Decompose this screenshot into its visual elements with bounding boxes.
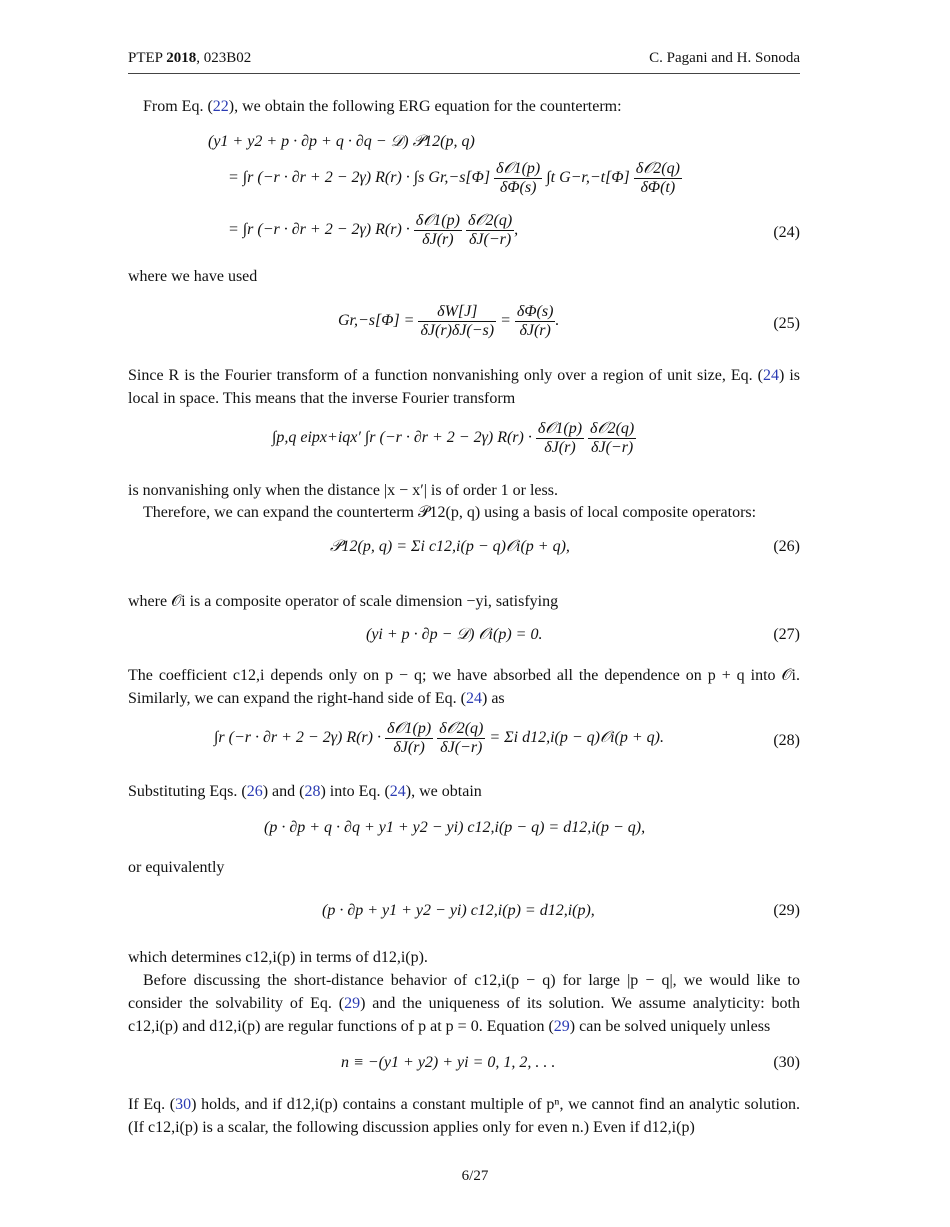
eq-ref-link[interactable]: 29: [344, 995, 361, 1012]
eq24-line3: = ∫r (−r · ∂r + 2 − 2γ) R(r) · $\frac{\text{δ𝒪1(p)}}{\delta J(r)}$ $\frac{\text{δ𝒪2(q)}}{\delta J(-r)}$ ,: [228, 212, 519, 248]
paragraph: Before discussing the short-distance behavior of c12,i(p − q) for large |p − q|, we would like to consider the solvability of Eq. (29) and the uniqueness of its solution. We assume analyticity: both c12,i(p) and d12,i(p) are regular functions of p at p = 0. Equation (29) can be solved uniquely unless: [128, 972, 800, 1035]
paragraph: Therefore, we can expand the counterterm 𝒫12(p, q) using a basis of local composite operators:: [143, 504, 757, 521]
eq-ref-link[interactable]: 29: [553, 1018, 570, 1035]
eq26: 𝒫12(p, q) = Σi c12,i(p − q)𝒪i(p + q),: [330, 538, 570, 555]
equation-number: (24): [773, 224, 800, 241]
equation-number: (25): [773, 315, 800, 332]
paragraph: The coefficient c12,i depends only on p − q; we have absorbed all the dependence on p + q into 𝒪i. Similarly, we can expand the right-hand side of Eq. (24) as: [128, 667, 800, 707]
eq-ref-link[interactable]: 24: [465, 690, 482, 707]
header-rule: [128, 73, 800, 74]
paragraph: where we have used: [128, 268, 258, 285]
equation-number: (27): [773, 626, 800, 643]
paragraph: which determines c12,i(p) in terms of d12,i(p).: [128, 949, 428, 966]
fourier-transform-expression: ∫p,q eipx+iqx′ ∫r (−r · ∂r + 2 − 2γ) R(r) · $\frac{\text{δ𝒪1(p)}}{\delta J(r)}$ $\frac{\text{δ𝒪2(q)}}{\delta J(-r)}$: [272, 420, 635, 456]
eq-ref-link[interactable]: 28: [304, 783, 321, 800]
eq-ref-link[interactable]: 26: [246, 783, 263, 800]
paragraph: or equivalently: [128, 859, 225, 876]
substituted-equation: (p · ∂p + q · ∂q + y1 + y2 − yi) c12,i(p − q) = d12,i(p − q),: [264, 819, 646, 836]
eq25: Gr,−s[Φ] = $\frac{\delta W[J]}{\delta J(r)\delta J(-s)}$ = $\frac{\delta\Phi(s)}{\delta J(r)}$ .: [338, 303, 560, 339]
equation-number: (26): [773, 538, 800, 555]
eq24-line2: = ∫r (−r · ∂r + 2 − 2γ) R(r) · ∫s Gr,−s[Φ] $\frac{\text{δ𝒪1(p)}}{\delta\Phi(s)}$ ∫t G−r,−t[Φ] $\frac{\text{δ𝒪2(q)}}{\delta\Phi(t)}$: [228, 160, 680, 196]
eq28: ∫r (−r · ∂r + 2 − 2γ) R(r) · $\frac{\text{δ𝒪1(p)}}{\delta J(r)}$ $\frac{\text{δ𝒪2(q)}}{\delta J(-r)}$ = Σi d12,i(p − q)𝒪i(p + q).: [214, 720, 664, 756]
eq-ref-link[interactable]: 22: [212, 98, 229, 115]
eq-ref-link[interactable]: 24: [389, 783, 406, 800]
paragraph: Substituting Eqs. (26) and (28) into Eq. (24), we obtain: [128, 783, 482, 800]
equation-number: (29): [773, 902, 800, 919]
equation-number: (30): [773, 1054, 800, 1071]
eq-ref-link[interactable]: 30: [175, 1096, 192, 1113]
eq-ref-link[interactable]: 24: [762, 367, 779, 384]
page-number: 6/27: [461, 1168, 489, 1184]
eq30: n ≡ −(y1 + y2) + yi = 0, 1, 2, . . .: [341, 1054, 556, 1071]
running-header-journal: PTEP 2018, 023B02: [128, 50, 252, 66]
eq29: (p · ∂p + y1 + y2 − yi) c12,i(p) = d12,i(p),: [322, 902, 595, 919]
paragraph: is nonvanishing only when the distance |x − x′| is of order 1 or less.: [128, 482, 558, 499]
eq27: (yi + p · ∂p − 𝒟) 𝒪i(p) = 0.: [366, 626, 543, 643]
paragraph: Since R is the Fourier transform of a function nonvanishing only over a region of unit size, Eq. (24) is local in space. This means that the inverse Fourier transform: [128, 367, 800, 407]
running-header-authors: C. Pagani and H. Sonoda: [649, 50, 800, 66]
paragraph: From Eq. (22), we obtain the following ERG equation for the counterterm:: [143, 98, 622, 115]
equation-number: (28): [773, 732, 800, 749]
paragraph: where 𝒪i is a composite operator of scale dimension −yi, satisfying: [128, 593, 559, 610]
eq24-line1: (y1 + y2 + p · ∂p + q · ∂q − 𝒟) 𝒫12(p, q): [208, 133, 475, 150]
paragraph: If Eq. (30) holds, and if d12,i(p) contains a constant multiple of pⁿ, we cannot find an analytic solution. (If c12,i(p) is a scalar, the following discussion applies only for even n.) Even if d12,i(p): [128, 1096, 800, 1136]
